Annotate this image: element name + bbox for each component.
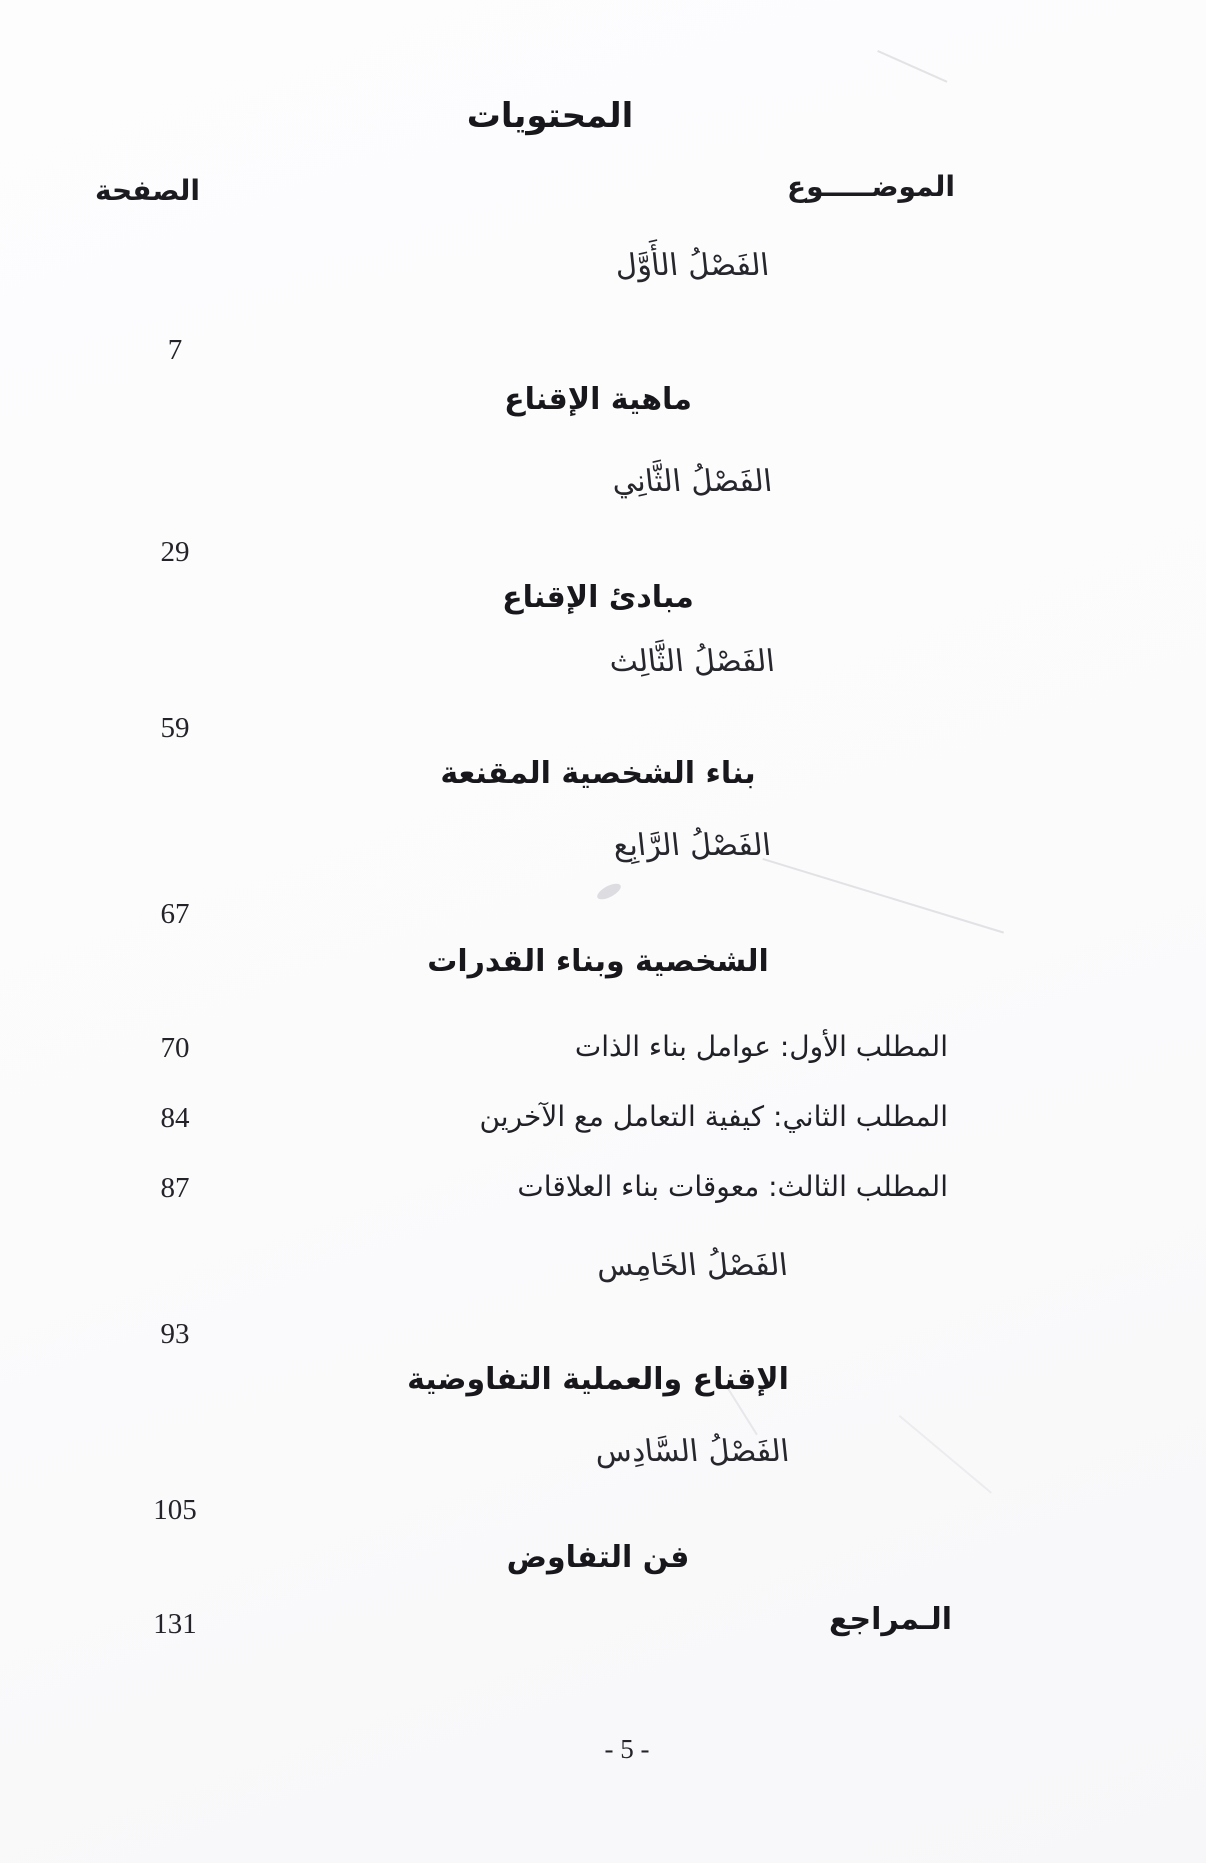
- chapter-3-title: بناء الشخصية المقنعة: [440, 756, 756, 791]
- chapter-1-heading-calligraphy: الفَصْلُ الأَوَّل: [613, 248, 771, 283]
- scan-crease-line: [877, 50, 947, 83]
- chapter-6-heading-calligraphy: الفَصْلُ السَّادِس: [593, 1434, 791, 1469]
- chapter-5-page-number: 93: [160, 1318, 190, 1350]
- column-header-subject: الموضـــــوع: [786, 170, 955, 203]
- subsection-1-title: المطلب الأول: عوامل بناء الذات: [574, 1030, 948, 1063]
- chapter-1-title: ماهية الإقناع: [504, 382, 692, 417]
- subsection-2-title: المطلب الثاني: كيفية التعامل مع الآخرين: [479, 1100, 948, 1133]
- scan-crease-line: [762, 858, 1004, 934]
- chapter-6-title: فن التفاوض: [506, 1540, 690, 1575]
- subsection-2-page-number: 84: [160, 1102, 190, 1134]
- chapter-5-title: الإقناع والعملية التفاوضية: [407, 1362, 789, 1397]
- chapter-3-page-number: 59: [160, 712, 190, 744]
- chapter-2-heading-calligraphy: الفَصْلُ الثَّانِي: [610, 464, 774, 499]
- chapter-2-title: مبادئ الإقناع: [502, 580, 694, 615]
- chapter-2-page-number: 29: [160, 536, 190, 568]
- chapter-3-heading-calligraphy: الفَصْلُ الثَّالِث: [607, 644, 777, 679]
- scan-smudge: [595, 881, 623, 903]
- subsection-3-page-number: 87: [160, 1172, 190, 1204]
- page-title: المحتويات: [466, 96, 634, 136]
- footer-page-number: - 5 -: [604, 1734, 650, 1764]
- chapter-4-title: الشخصية وبناء القدرات: [427, 944, 769, 979]
- chapter-6-page-number: 105: [153, 1494, 197, 1526]
- chapter-4-page-number: 67: [160, 898, 190, 930]
- chapter-1-page-number: 7: [167, 334, 183, 366]
- references-title: الـمراجع: [829, 1602, 952, 1637]
- chapter-5-heading-calligraphy: الفَصْلُ الخَامِس: [594, 1248, 790, 1283]
- chapter-4-heading-calligraphy: الفَصْلُ الرَّابِع: [611, 828, 773, 863]
- column-header-page: الصفحة: [95, 174, 201, 207]
- references-page-number: 131: [153, 1608, 197, 1640]
- subsection-3-title: المطلب الثالث: معوقات بناء العلاقات: [517, 1170, 948, 1203]
- subsection-1-page-number: 70: [160, 1032, 190, 1064]
